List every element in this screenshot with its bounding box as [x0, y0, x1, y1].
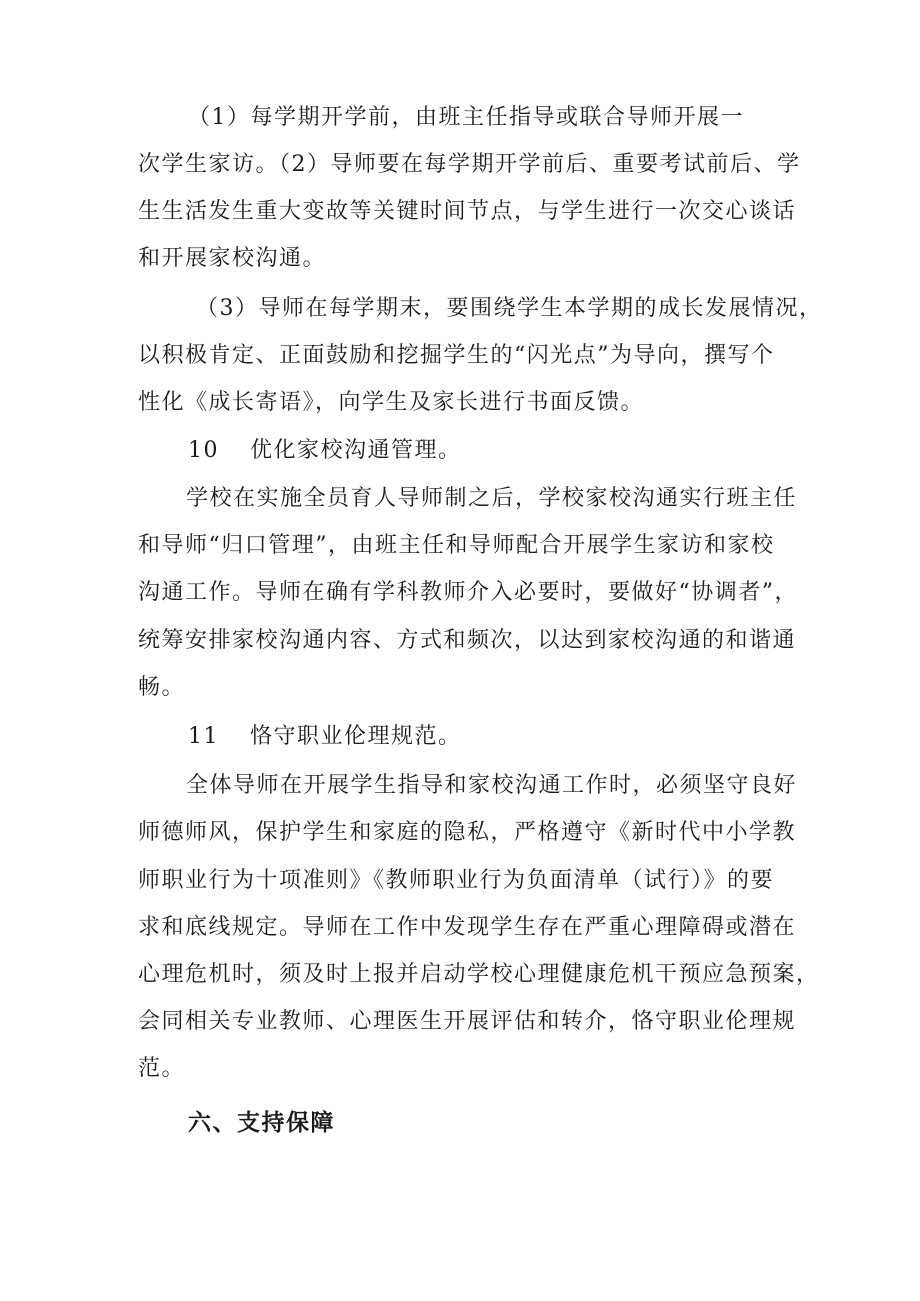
paragraph-4-line-2: 师德师风，保护学生和家庭的隐私，严格遵守《新时代中小学教 — [138, 820, 797, 845]
paragraph-4-line-4: 求和底线规定。导师在工作中发现学生存在严重心理障碍或潜在 — [138, 915, 797, 940]
paragraph-2-line-3: 性化《成长寄语》，向学生及家长进行书面反馈。 — [138, 390, 645, 415]
paragraph-1-line-3: 生生活发生重大变故等关键时间节点，与学生进行一次交心谈话 — [138, 199, 797, 224]
paragraph-4-line-3: 师职业行为十项准则》《教师职业行为负面清单（试行）》的要 — [138, 868, 775, 893]
item-10-number: 10 — [188, 438, 219, 463]
item-11-title: 恪守职业伦理规范。 — [250, 724, 462, 749]
paragraph-4-line-6: 会同相关专业教师、心理医生开展评估和转介，恪守职业伦理规 — [138, 1009, 797, 1034]
paragraph-4-line-5: 心理危机时，须及时上报并启动学校心理健康危机干预应急预案， — [138, 962, 820, 987]
paragraph-2-line-2: 以积极肯定、正面鼓励和挖掘学生的“闪光点”为导向，撰写个 — [138, 343, 775, 368]
paragraph-4-line-7: 范。 — [138, 1056, 186, 1081]
item-10 — [188, 436, 462, 466]
item-11 — [188, 722, 462, 752]
paragraph-2-line-1: （3）导师在每学期末，要围绕学生本学期的成长发展情况， — [196, 296, 823, 321]
paragraph-3-line-2: 和导师“归口管理”，由班主任和导师配合开展学生家访和家校 — [138, 533, 775, 558]
paragraph-3-line-1: 学校在实施全员育人导师制之后，学校家校沟通实行班主任 — [186, 486, 798, 511]
item-11-number: 11 — [188, 724, 219, 749]
paragraph-1-line-1: （1）每学期开学前，由班主任指导或联合导师开展一 — [188, 105, 744, 130]
item-10-title: 优化家校沟通管理。 — [250, 438, 462, 463]
section-heading: 六、支持保障 — [188, 1110, 335, 1136]
paragraph-3-line-5: 畅。 — [138, 675, 186, 700]
paragraph-1-line-4: 和开展家校沟通。 — [138, 246, 327, 271]
paragraph-3-line-3: 沟通工作。导师在确有学科教师介入必要时，要做好“协调者”， — [138, 580, 798, 605]
paragraph-3-line-4: 统筹安排家校沟通内容、方式和频次，以达到家校沟通的和谐通 — [138, 628, 797, 653]
paragraph-1-line-2: 次学生家访。（2）导师要在每学期开学前后、重要考试前后、学 — [138, 152, 801, 177]
paragraph-4-line-1: 全体导师在开展学生指导和家校沟通工作时，必须坚守良好 — [186, 773, 798, 798]
